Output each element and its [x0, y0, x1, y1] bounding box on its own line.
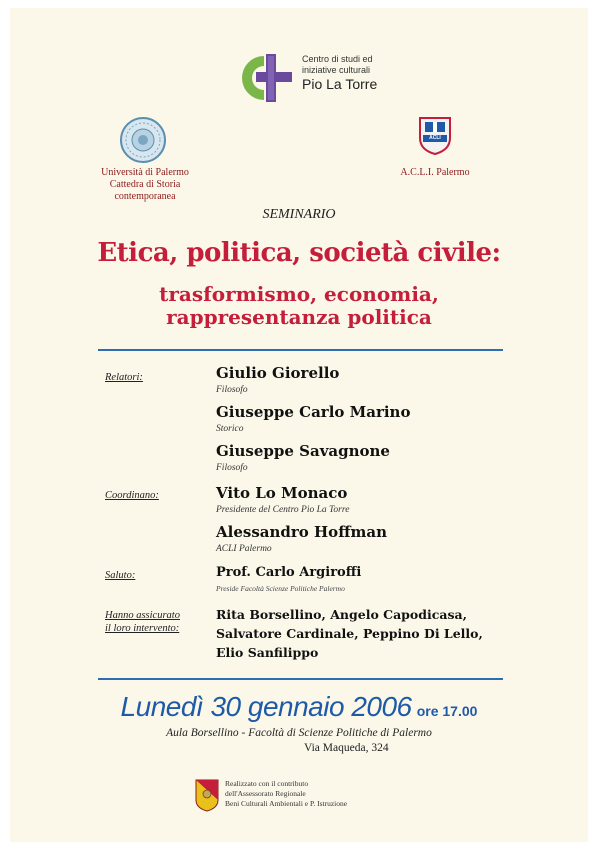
event-title: Etica, politica, società civile:: [97, 238, 501, 268]
coordinator-name: Alessandro Hoffman: [216, 523, 387, 541]
logo-line-1: Centro di studi ed: [302, 54, 373, 64]
event-subtitle-2: rappresentanza politica: [166, 305, 432, 329]
assicurato-label-1: Hanno assicurato: [105, 610, 180, 621]
footer-line: dell'Assessorato Regionale: [225, 789, 306, 798]
footer-line: Beni Culturali Ambientali e P. Istruzione: [225, 799, 348, 808]
coordinano-label: Coordinano:: [105, 490, 159, 501]
speaker-role: Filosofo: [216, 385, 248, 395]
coordinator-name: Vito Lo Monaco: [216, 484, 348, 502]
participants-line: Rita Borsellino, Angelo Capodicasa,: [216, 607, 467, 622]
speaker-name: Giuseppe Savagnone: [216, 442, 390, 460]
address: Via Maqueda, 324: [304, 742, 389, 754]
pio-la-torre-logo: [232, 48, 300, 108]
cpt-logo-icon: [232, 48, 300, 108]
sicily-region-emblem: [194, 778, 220, 812]
saluto-name: Prof. Carlo Argiroffi: [216, 565, 362, 580]
speaker-name: Giuseppe Carlo Marino: [216, 403, 411, 421]
acli-badge-text: ACLI: [429, 135, 441, 141]
speaker-name: Giulio Giorello: [216, 364, 340, 382]
top-divider: [98, 349, 503, 351]
coordinator-role: ACLI Palermo: [216, 544, 272, 554]
assicurato-label-2: il loro intervento:: [105, 623, 180, 634]
logo-line-2: iniziative culturali: [302, 65, 371, 75]
university-chair: Cattedra di Storia contemporanea: [109, 179, 181, 202]
pio-la-torre-text: [302, 54, 412, 93]
relatori-label: Relatori:: [105, 372, 143, 383]
university-seal: [119, 116, 167, 164]
coordinator-role: Presidente del Centro Pio La Torre: [216, 505, 350, 515]
speaker-role: Filosofo: [216, 463, 248, 473]
participants-line: Salvatore Cardinale, Peppino Di Lello,: [216, 626, 483, 641]
event-subtitle-1: trasformismo, economia,: [159, 282, 439, 306]
date-line: [10, 691, 588, 723]
footer-credits: [225, 779, 347, 809]
venue: Aula Borsellino - Facoltà di Scienze Politiche di Palermo: [166, 727, 432, 739]
university-seal-icon: [119, 116, 167, 164]
university-caption: [80, 167, 210, 203]
footer-line: Realizzato con il contributo: [225, 779, 309, 788]
university-name: Università di Palermo: [101, 167, 189, 178]
acli-caption: A.C.L.I. Palermo: [400, 167, 470, 178]
participants-line: Elio Sanfilippo: [216, 645, 319, 660]
logo-line-3: Pio La Torre: [302, 76, 378, 92]
speaker-role: Storico: [216, 424, 244, 434]
bottom-divider: [98, 678, 503, 680]
saluto-role: Preside Facoltà Scienze Politiche Palermo: [216, 584, 345, 593]
event-time: ore 17.00: [416, 703, 478, 719]
poster: [10, 8, 588, 842]
acli-logo: [415, 114, 455, 156]
event-date: Lunedì 30 gennaio 2006: [120, 691, 412, 722]
event-type: SEMINARIO: [262, 207, 336, 222]
saluto-label: Saluto:: [105, 570, 136, 581]
sicily-emblem-icon: [194, 778, 220, 812]
